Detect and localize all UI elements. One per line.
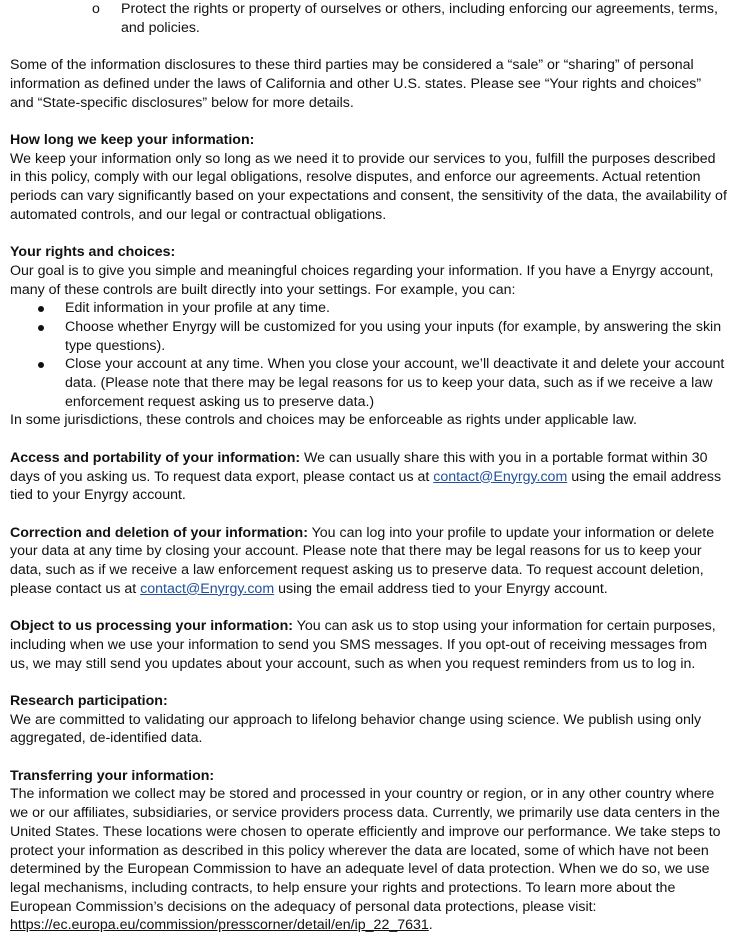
contact-email-link[interactable]: contact@Enyrgy.com [140,580,275,597]
hollow-bullet-marker: o [92,1,100,17]
research-paragraph: We are committed to validating our approach to lifelong behavior change using science. We publish using only aggregated, de-identified data. [10,711,702,747]
list-item: Choose whether Enyrgy will be customized for you using your inputs (for example, by answering the skin type questions). [10,318,727,355]
access-paragraph: Access and portability of your information: We can usually share this with you in a portable format within 30 days of you asking us. To request data export, please contact us at contact@Enyrgy.com using the email address tied to your Enyrgy account. [10,449,722,504]
bullet-dot-icon [38,325,44,331]
contact-email-link[interactable]: contact@Enyrgy.com [433,468,568,485]
rights-outro: In some jurisdictions, these controls and choices may be enforceable as rights under applicable law. [10,412,637,429]
bullet-dot-icon [38,362,44,368]
sale-sharing-paragraph: Some of the information disclosures to these third parties may be considered a “sale” or “sharing” of personal information as defined under the laws of California and other U.S. states. Please see “Your rights and choices” and “State-specific disclosures” below for more details. [10,57,702,111]
sub-bullet-text: Protect the rights or property of ourselves or others, including enforcing our agreements, terms, and policies. [121,1,718,36]
transfer-heading: Transferring your information: [10,767,215,784]
rights-intro: Our goal is to give you simple and meaningful choices regarding your information. If you have a Enyrgy account, many of these controls are built directly into your settings. For example, you can: [10,262,714,298]
object-heading: Object to us processing your information: [10,618,293,635]
access-heading: Access and portability of your information: [10,449,301,466]
object-paragraph: Object to us processing your information: You can ask us to stop using your information for certain purposes, including when we use your information to send you SMS messages. If you opt-out of receiving messages from us, we may still send you updates about your account, such as when you request reminders from us to log in. [10,618,716,672]
transfer-paragraph: The information we collect may be stored and processed in your country or region, or in any other country where we or our affiliates, subsidiaries, or service providers process data. Currently, we primarily use data centers in the United States. These locations were chosen to operate efficiently and improve our performance. We take steps to protect your information as described in this policy wherever the data are located, some of which have not been determined by the European Commission to have an adequate level of data protection. When we do so, we use legal mechanisms, including contracts, to help ensure your rights and protections. To learn more about the European Commission’s decisions on the adequacy of personal data protections, please visit: https://ec.europa.eu/commission/presscorner/detail/en/ip_22_7631. [10,786,721,934]
correction-paragraph: Correction and deletion of your information: You can log into your profile to update your information or delete your data at any time by closing your account. Please note that there may be legal reasons for us to keep your data, such as if we receive a law enforcement request asking us to preserve data. To request account deletion, please contact us at contact@Enyrgy.com using the email address tied to your Enyrgy account. [10,524,715,597]
retention-heading: How long we keep your information: [10,131,255,148]
research-heading: Research participation: [10,692,168,709]
rights-heading: Your rights and choices: [10,244,176,261]
bullet-dot-icon [38,306,44,312]
retention-paragraph: We keep your information only so long as we need it to provide our services to you, fulfill the purposes described in this policy, comply with our legal obligations, resolve disputes, and enforce our agreements. Actual retention periods can vary significantly based on your expectations and consent, the sensitivity of the data, the availability of automated controls, and our legal or contractual obligations. [10,150,727,223]
rights-bullet-list [10,299,727,411]
list-item: Edit information in your profile at any time. [10,299,727,318]
list-item: Close your account at any time. When you close your account, we’ll deactivate it and delete your account data. (Please note that there may be legal reasons for us to keep your data, such as if we receive a law enforcement request asking us to preserve data.) [10,355,727,411]
correction-heading: Correction and deletion of your information: [10,524,308,541]
european-commission-link[interactable]: https://ec.europa.eu/commission/presscorner/detail/en/ip_22_7631 [10,917,429,934]
sub-bullet-item [10,0,727,37]
